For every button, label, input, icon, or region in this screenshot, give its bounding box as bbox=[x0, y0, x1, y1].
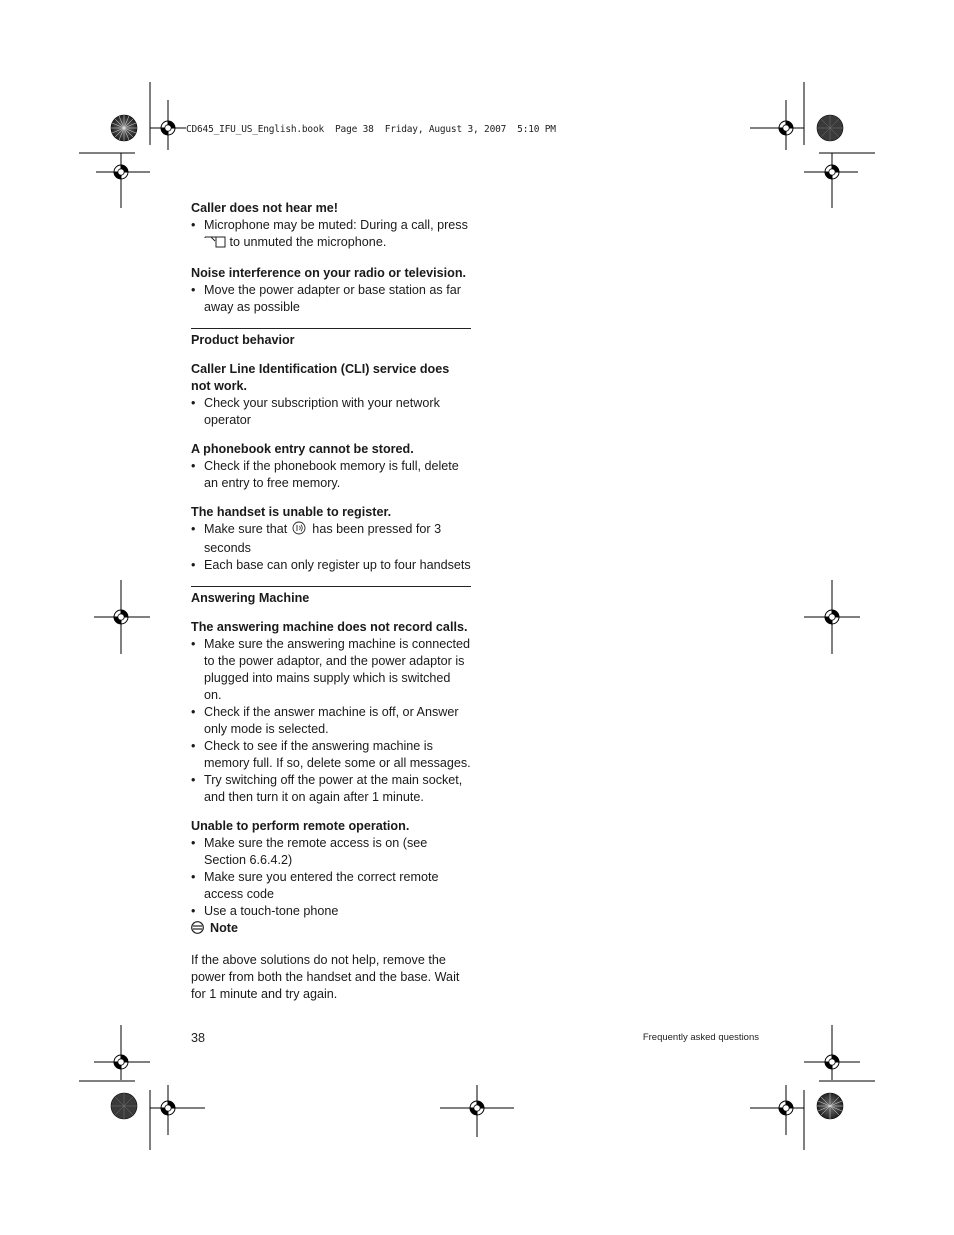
faq-noise-interference bbox=[191, 265, 471, 316]
list-item: • Move the power adapter or base station as far away as possible bbox=[191, 282, 471, 316]
faq-bullets bbox=[191, 458, 471, 492]
print-header: CD645_IFU_US_English.book Page 38 Friday, August 3, 2007 5:10 PM bbox=[186, 124, 556, 135]
faq-handset-register bbox=[191, 504, 471, 574]
main-content bbox=[191, 200, 471, 1003]
list-item: • Make sure that has been pressed for 3 seconds bbox=[191, 521, 471, 557]
faq-heading: Caller Line Identification (CLI) service does not work. bbox=[191, 362, 450, 393]
paging-key-icon bbox=[291, 521, 309, 540]
faq-caller-not-hear bbox=[191, 200, 471, 253]
list-item: • Make sure the answering machine is connected to the power adaptor, and the power adaptor is plugged into mains supply which is switched on. bbox=[191, 636, 471, 704]
faq-bullets bbox=[191, 282, 471, 316]
list-item: • Make sure the remote access is on (see Section 6.6.4.2) bbox=[191, 835, 471, 869]
section-title: Product behavior bbox=[191, 333, 295, 347]
faq-heading: Noise interference on your radio or television. bbox=[191, 266, 467, 280]
faq-bullets bbox=[191, 636, 471, 806]
faq-answering-machine-record bbox=[191, 619, 471, 806]
note-icon bbox=[191, 921, 204, 939]
footer-section-title: Frequently asked questions bbox=[642, 1032, 759, 1043]
faq-heading: A phonebook entry cannot be stored. bbox=[191, 442, 414, 456]
list-item: • Check to see if the answering machine is memory full. If so, delete some or all messages. bbox=[191, 738, 471, 772]
faq-heading: Caller does not hear me! bbox=[191, 201, 338, 215]
list-item: • Check your subscription with your network operator bbox=[191, 395, 471, 429]
faq-heading: The answering machine does not record calls. bbox=[191, 620, 468, 634]
faq-bullets bbox=[191, 217, 471, 253]
list-item: • Check if the phonebook memory is full, delete an entry to free memory. bbox=[191, 458, 471, 492]
faq-remote-operation bbox=[191, 818, 471, 1003]
list-item: • Check if the answer machine is off, or Answer only mode is selected. bbox=[191, 704, 471, 738]
faq-bullets bbox=[191, 521, 471, 574]
section-divider bbox=[191, 328, 471, 349]
mute-key-icon bbox=[204, 235, 226, 253]
page-number: 38 bbox=[191, 1031, 206, 1045]
faq-cli-service bbox=[191, 361, 471, 429]
faq-phonebook-entry bbox=[191, 441, 471, 492]
list-item: • Make sure you entered the correct remote access code bbox=[191, 869, 471, 903]
list-item: • Microphone may be muted: During a call, press to unmuted the microphone. bbox=[191, 217, 471, 253]
faq-heading: The handset is unable to register. bbox=[191, 505, 392, 519]
note-heading: Note bbox=[191, 920, 471, 939]
note-text: If the above solutions do not help, remove the power from both the handset and the base. Wait for 1 minute and try again. bbox=[191, 952, 460, 1001]
faq-bullets bbox=[191, 395, 471, 429]
faq-heading: Unable to perform remote operation. bbox=[191, 819, 410, 833]
starburst-icon bbox=[817, 115, 843, 141]
section-divider bbox=[191, 586, 471, 607]
section-title: Answering Machine bbox=[191, 591, 310, 605]
starburst-icon bbox=[111, 1093, 137, 1119]
list-item: • Try switching off the power at the main socket, and then turn it on again after 1 minute. bbox=[191, 772, 471, 806]
starburst-icon bbox=[817, 1093, 843, 1119]
starburst-icon bbox=[111, 115, 137, 141]
list-item: • Each base can only register up to four handsets bbox=[191, 557, 471, 574]
list-item: • Use a touch-tone phone bbox=[191, 903, 471, 920]
faq-bullets bbox=[191, 835, 471, 920]
